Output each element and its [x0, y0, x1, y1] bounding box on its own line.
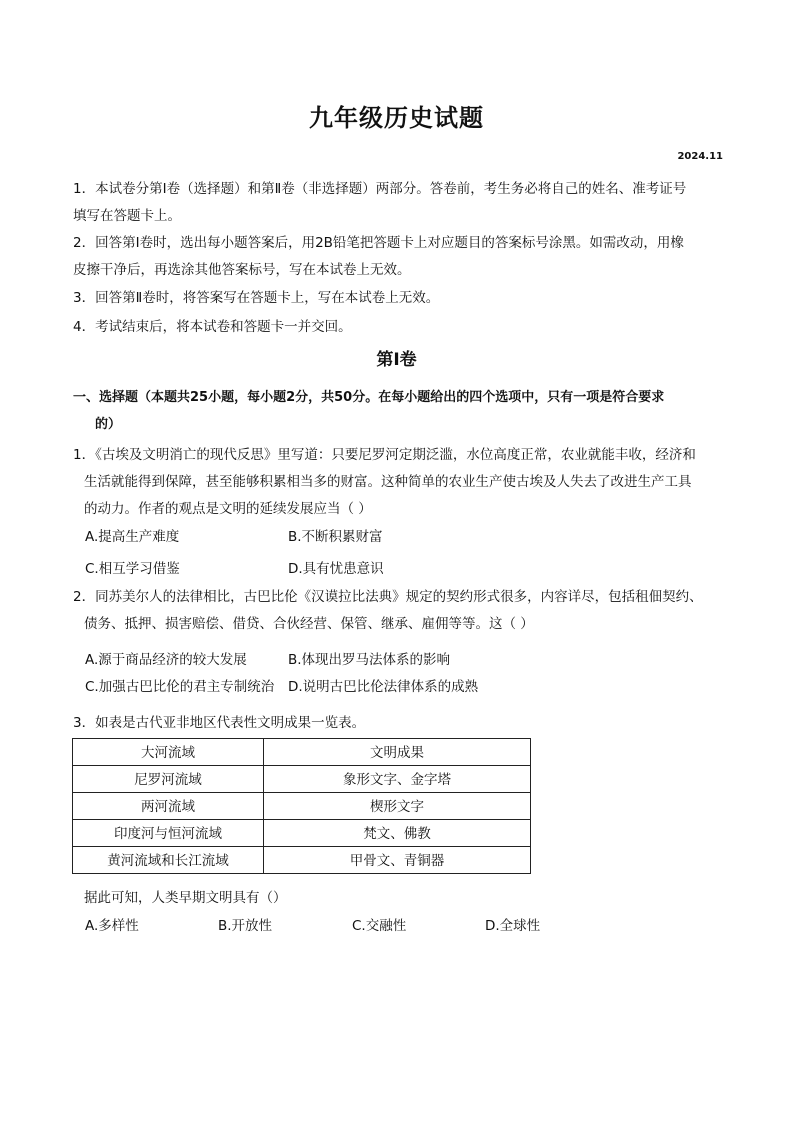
instruction-2-line-1: 2．回答第Ⅰ卷时，选出每小题答案后，用2B铅笔把答题卡上对应题目的答案标号涂黑。如需改动，用橡: [73, 235, 684, 251]
q3-option-a: A.多样性: [85, 918, 139, 934]
instruction-1-line-2: 填写在答题卡上。: [73, 208, 181, 224]
table-row: [73, 766, 531, 793]
q3-option-b: B.开放性: [218, 918, 273, 934]
q3-stem: 3．如表是古代亚非地区代表性文明成果一览表。: [73, 715, 366, 731]
table-cell: 象形文字、金字塔: [264, 766, 531, 793]
civilization-table: [72, 738, 531, 874]
q2-option-d: D.说明古巴比伦法律体系的成熟: [288, 679, 479, 695]
q1-line-2: 生活就能得到保障，甚至能够积累相当多的财富。这种简单的农业生产使古埃及人失去了改进生产工具: [84, 474, 692, 490]
instruction-3: 3．回答第Ⅱ卷时，将答案写在答题卡上，写在本试卷上无效。: [73, 290, 440, 306]
table-cell: 甲骨文、青铜器: [264, 847, 531, 874]
part-heading-line-2: 的）: [95, 417, 122, 432]
q3-option-c: C.交融性: [352, 918, 407, 934]
table-cell: 梵文、佛教: [264, 820, 531, 847]
table-cell: 楔形文字: [264, 793, 531, 820]
q1-option-c: C.相互学习借鉴: [85, 561, 180, 577]
section-title: 第Ⅰ卷: [376, 350, 417, 370]
table-header-cell: 文明成果: [264, 739, 531, 766]
q3-option-d: D.全球性: [485, 918, 541, 934]
q2-line-2: 债务、抵押、损害赔偿、借贷、合伙经营、保管、继承、雇佣等等。这（ ）: [84, 616, 534, 632]
table-header-cell: 大河流域: [73, 739, 264, 766]
q1-option-d: D.具有忧患意识: [288, 561, 384, 577]
table-cell: 印度河与恒河流域: [73, 820, 264, 847]
table-cell: 两河流域: [73, 793, 264, 820]
table-cell: 黄河流域和长江流域: [73, 847, 264, 874]
table-row: [73, 820, 531, 847]
q2-option-c: C.加强古巴比伦的君主专制统治: [85, 679, 275, 695]
q3-after-text: 据此可知，人类早期文明具有（）: [84, 890, 287, 906]
instruction-2-line-2: 皮擦干净后，再选涂其他答案标号，写在本试卷上无效。: [73, 262, 411, 278]
page-title: 九年级历史试题: [309, 104, 484, 132]
q2-option-b: B.体现出罗马法体系的影响: [288, 652, 451, 668]
q2-option-a: A.源于商品经济的较大发展: [85, 652, 247, 668]
q1-option-b: B.不断积累财富: [288, 529, 383, 545]
q2-line-1: 2．同苏美尔人的法律相比，古巴比伦《汉谟拉比法典》规定的契约形式很多，内容详尽，包括租佃契约、: [73, 589, 703, 605]
q1-line-3: 的动力。作者的观点是文明的延续发展应当（ ）: [84, 501, 372, 517]
instruction-4: 4．考试结束后，将本试卷和答题卡一并交回。: [73, 319, 352, 335]
instruction-1-line-1: 1．本试卷分第Ⅰ卷（选择题）和第Ⅱ卷（非选择题）两部分。答卷前，考生务必将自己的姓名、准考证号: [73, 181, 687, 197]
table-header-row: [73, 739, 531, 766]
table-cell: 尼罗河流域: [73, 766, 264, 793]
exam-date: 2024.11: [677, 151, 723, 162]
table-row: [73, 847, 531, 874]
q1-option-a: A.提高生产难度: [85, 529, 180, 545]
table-row: [73, 793, 531, 820]
part-heading-line-1: 一、选择题（本题共25小题，每小题2分，共50分。在每小题给出的四个选项中，只有一项是符合要求: [73, 390, 665, 405]
q1-line-1: 1．《古埃及文明消亡的现代反思》里写道：只要尼罗河定期泛滥，水位高度正常，农业就能丰收，经济和: [73, 447, 696, 463]
